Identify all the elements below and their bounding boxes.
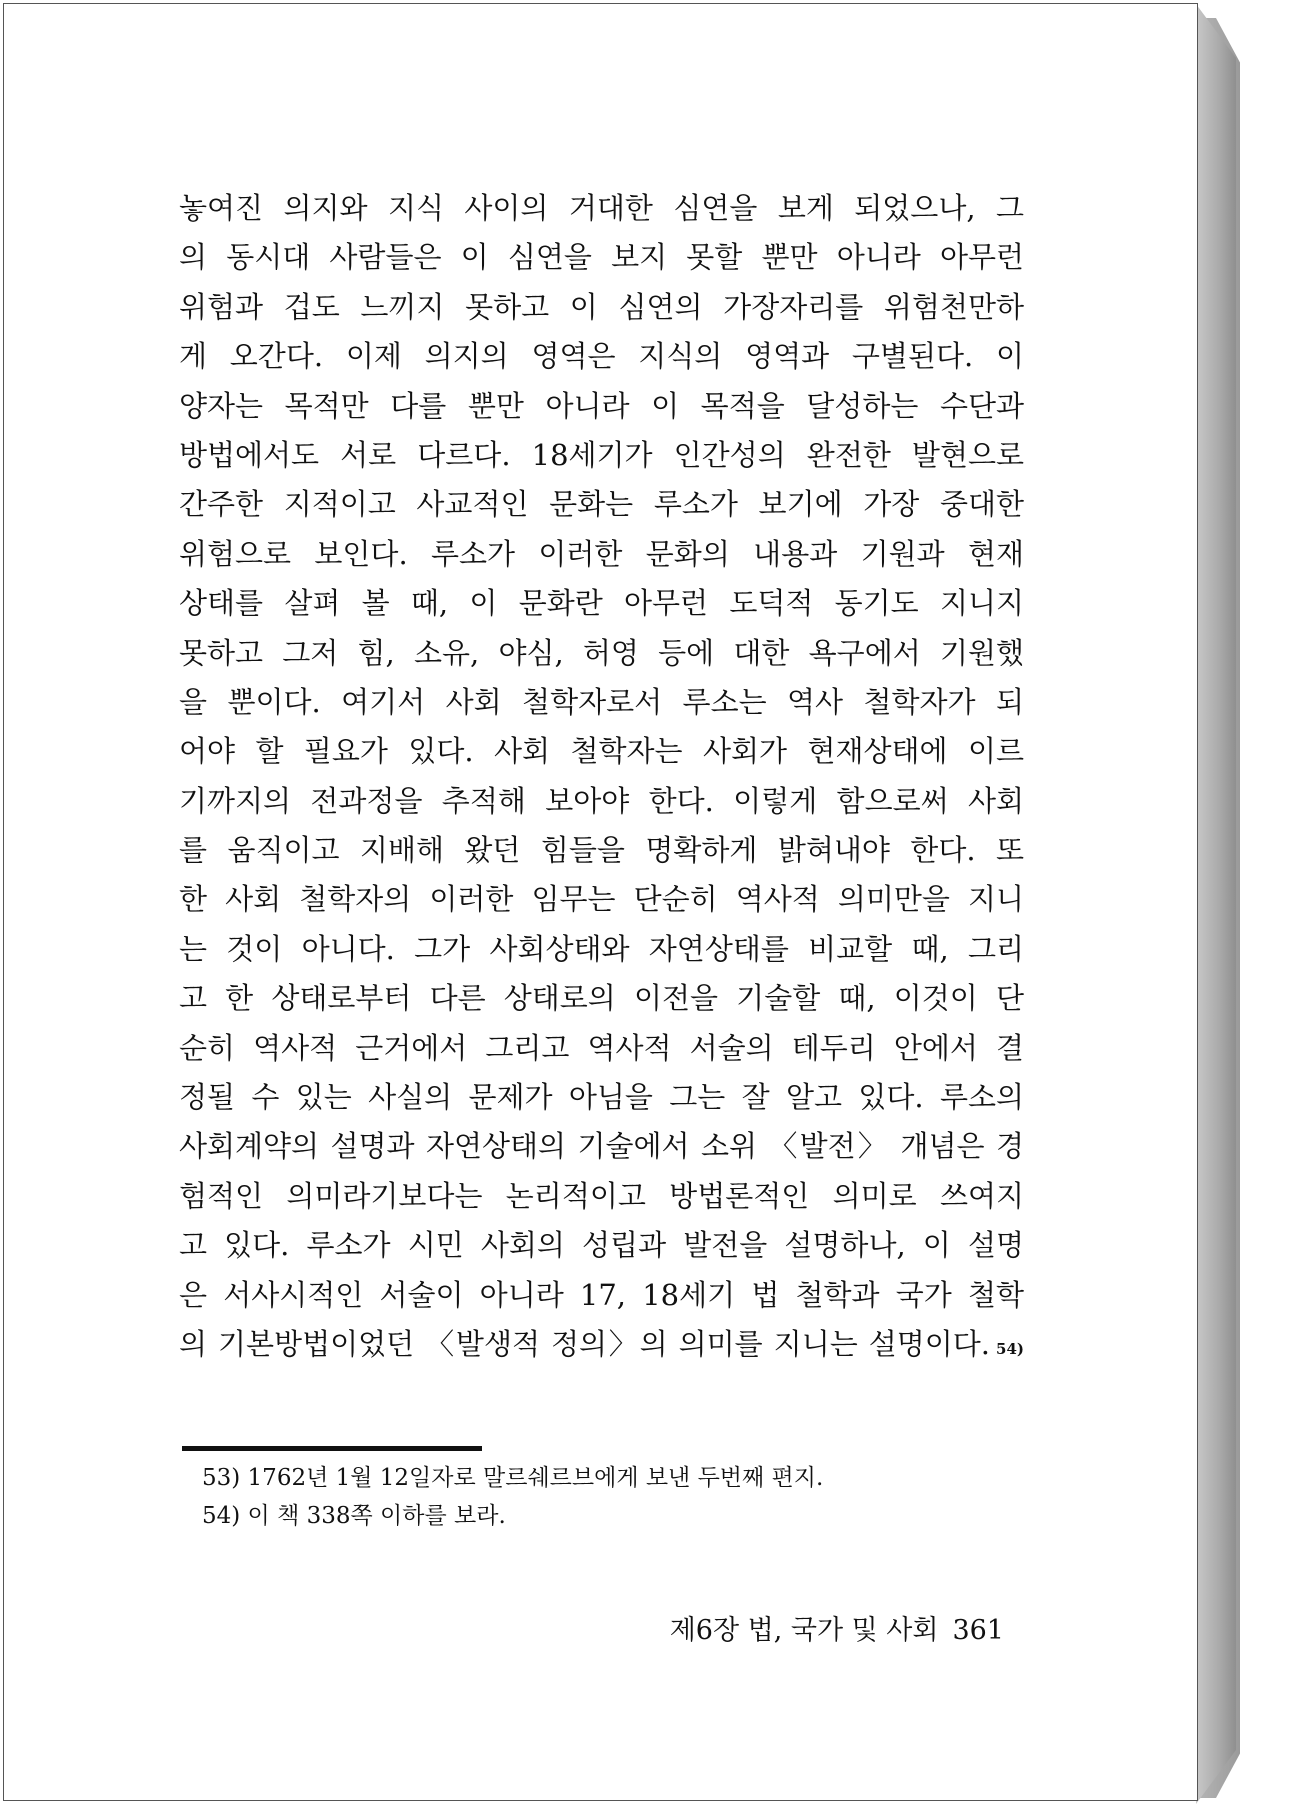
- text-line: 고 있다. 루소가 시민 사회의 성립과 발전을 설명하나, 이 설명: [179, 1228, 1024, 1263]
- text-line: 은 서사시적인 서술이 아니라 17, 18세기 법 철학과 국가 철학: [179, 1277, 1024, 1312]
- body-paragraph: [179, 184, 1024, 1369]
- footnote: 54) 이 책 338쪽 이하를 보라.: [202, 1503, 506, 1529]
- text-line: 게 오간다. 이제 의지의 영역은 지식의 영역과 구별된다. 이: [179, 339, 1024, 374]
- text-line: 고 한 상태로부터 다른 상태로의 이전을 기술할 때, 이것이 단: [179, 981, 1024, 1016]
- text-line: 사회계약의 설명과 자연상태의 기술에서 소위 〈발전〉 개념은 경: [179, 1129, 1024, 1164]
- text-line: 를 움직이고 지배해 왔던 힘들을 명확하게 밝혀내야 한다. 또: [179, 833, 1024, 868]
- running-footer: [604, 1608, 1004, 1647]
- text-line: 한 사회 철학자의 이러한 임무는 단순히 역사적 의미만을 지니: [179, 882, 1024, 917]
- text-line: 험적인 의미라기보다는 논리적이고 방법론적인 의미로 쓰여지: [179, 1178, 1024, 1213]
- text-line: 위험과 겁도 느끼지 못하고 이 심연의 가장자리를 위험천만하: [179, 289, 1024, 324]
- book-page: [3, 3, 1198, 1801]
- page-edge-shadow: [1196, 4, 1236, 1804]
- text-line-last: 의 기본방법이었던 〈발생적 정의〉의 의미를 지니는 설명이다. 54): [179, 1320, 1024, 1369]
- page-number: 361: [952, 1615, 1004, 1646]
- text-line: 을 뿐이다. 여기서 사회 철학자로서 루소는 역사 철학자가 되: [179, 684, 1024, 719]
- text-line: 의 동시대 사람들은 이 심연을 보지 못할 뿐만 아니라 아무런: [179, 240, 1024, 275]
- text-line: 양자는 목적만 다를 뿐만 아니라 이 목적을 달성하는 수단과: [179, 388, 1024, 423]
- text-line: 어야 할 필요가 있다. 사회 철학자는 사회가 현재상태에 이르: [179, 734, 1024, 769]
- text-line: 의 기본방법이었던 〈발생적 정의〉의 의미를 지니는 설명이다.: [179, 1326, 991, 1361]
- text-line: 순히 역사적 근거에서 그리고 역사적 서술의 테두리 안에서 결: [179, 1030, 1024, 1065]
- text-line: 는 것이 아니다. 그가 사회상태와 자연상태를 비교할 때, 그리: [179, 931, 1024, 966]
- footnotes: [202, 1459, 1022, 1535]
- text-line: 못하고 그저 힘, 소유, 야심, 허영 등에 대한 욕구에서 기원했: [179, 635, 1024, 670]
- text-line: 기까지의 전과정을 추적해 보아야 한다. 이렇게 함으로써 사회: [179, 783, 1024, 818]
- text-line: 간주한 지적이고 사교적인 문화는 루소가 보기에 가장 중대한: [179, 487, 1024, 522]
- chapter-title: 제6장 법, 국가 및 사회: [669, 1615, 939, 1646]
- footnote: 53) 1762년 1월 12일자로 말르쉐르브에게 보낸 두번째 편지.: [202, 1465, 824, 1491]
- text-line: 정될 수 있는 사실의 문제가 아님을 그는 잘 알고 있다. 루소의: [179, 1080, 1024, 1115]
- text-line: 놓여진 의지와 지식 사이의 거대한 심연을 보게 되었으나, 그: [179, 191, 1024, 225]
- footnote-divider: [182, 1446, 482, 1451]
- text-line: 상태를 살펴 볼 때, 이 문화란 아무런 도덕적 동기도 지니지: [179, 586, 1024, 621]
- text-line: 위험으로 보인다. 루소가 이러한 문화의 내용과 기원과 현재: [179, 536, 1024, 571]
- text-line: 방법에서도 서로 다르다. 18세기가 인간성의 완전한 발현으로: [179, 437, 1024, 472]
